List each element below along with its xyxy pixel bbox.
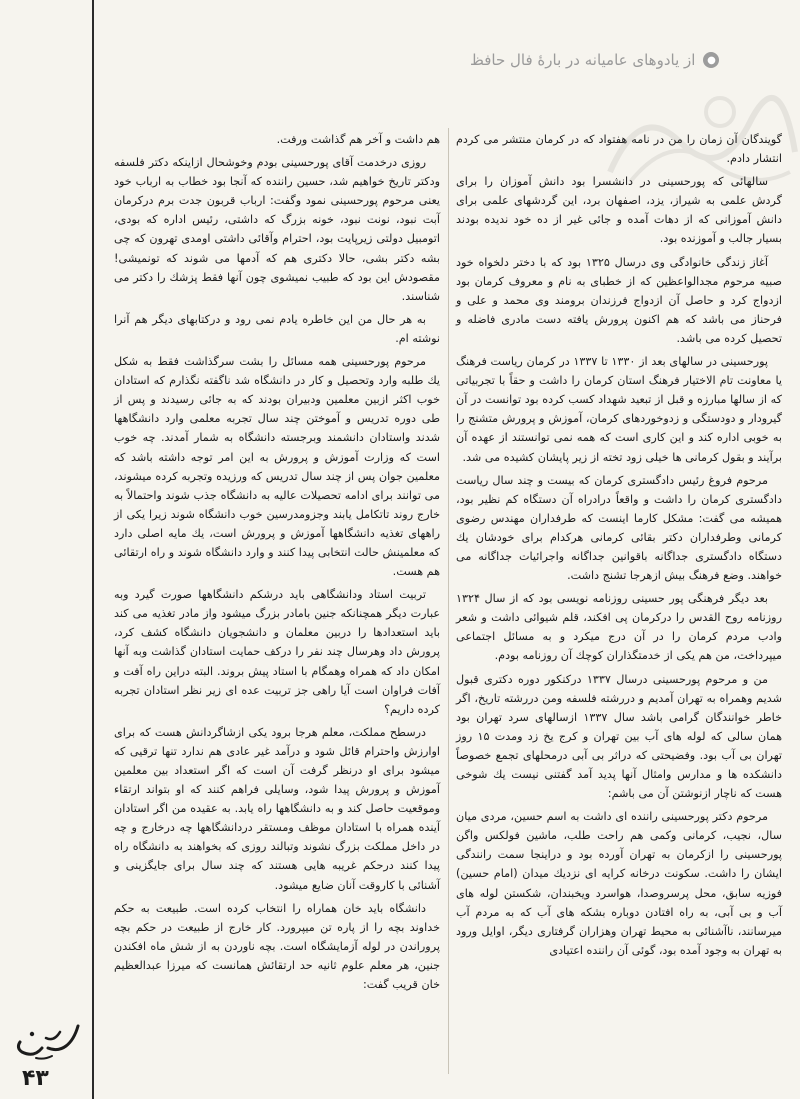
paragraph: پورحسینی در سالهای بعد از ۱۳۳۰ تا ۱۳۳۷ در کرمان ریاست فرهنگ یا معاونت تام الاختیار فرهنگ استان کرمان را داشت و حقاً با تجربیاتی که از سالها مبارزه و قبل از تبعید شهداد کسب کرده بود توانست در آن گیرودار و دودستگی و زدوخوردهای کرمان، آموزش و پرورش متشنج را به خوبی اداره کند و این کاری است که همه نمی توانستند از عهده آن برآیند و بقول کرمانی ها خیلی زود تخته از زیر پایشان کشیده می شد. <box>456 355 782 464</box>
page-number: ۴۳ <box>22 1066 49 1091</box>
paragraph: مرحوم فروغ رئیس دادگستری کرمان که بیست و چند سال ریاست دادگستری کرمان را داشت و واقعاً درادراه آن دستگاه کم نظیر بود، همیشه می گفت: مشکل کارما اینست که طرفداران مهندس رضوی کرمانی وطرفداران دکتر بقائی کرمانی هرکدام برای خودشان یك دستگاه دادگستری جداگانه باقوانین جداگانه واجرائیات جداگانه می خواهند. وضع فرهنگ بیش ازهرجا تشنج داشت. <box>456 473 782 583</box>
paragraph: به هر حال من این خاطره یادم نمی رود و درکتابهای دیگر هم آنرا نوشته ام. <box>114 312 440 345</box>
paragraph: تربیت استاد ودانشگاهی باید درشکم دانشگاهها صورت گیرد وبه عبارت دیگر همچنانکه جنین بامادر بزرگ میشود واز مادر تغذیه می کند باید استعدادها را دربین معلمان و دانشجویان دانشگاه کشف کرد، پرورش داد وهرسال چند نفر را درکف حمایت استادان گذاشت وبه آنها امکان داد که همراه وهمگام با استاد پیش بروند. البته دراین راه آفت و آفات فراوان است آیا راهی جز تربیت عده ای زیر نظر استادان تجربه کرده داریم؟ <box>114 588 440 716</box>
paragraph: بعد دیگر فرهنگی پور حسینی روزنامه نویسی بود که از سال ۱۳۲۴ روزنامه روح القدس را درکرمان پی افکند، قلم شیوائی داشت و شعر وادب مردم کرمان را در آن درج میکرد و به مسائل اجتماعی میپرداخت، من هم یکی از خدمتگذاران کوچك آن روزنامه بودم. <box>456 592 782 663</box>
text-column-right <box>456 130 782 1070</box>
paragraph: آغاز زندگی خانوادگی وی درسال ۱۳۲۵ بود که با دختر دلخواه خود صبیه مرحوم مجدالواعظین که از خطبای به نام و معروف کرمان بود ازدواج کرد و حاصل آن ازدواج فرزندان برومند وی محمد و علی و فرحناز می باشد که هم اکنون پرورش یافته دست مادری فاضله و تحصیل کرده می باشد. <box>456 255 782 345</box>
column-divider <box>448 128 449 1074</box>
paragraph: دانشگاه باید خان هماراه را انتخاب کرده است. طبیعت به حکم خداوند بچه را از پاره تن میپرورد. کار خارج از طبیعت در حکم بچه پروراندن در لوله آزمایشگاه است. بچه ناوردن به از شش ماه افکندن جنین، هر معلم علوم ثانیه حد ارتقائش همانست که میرزا عبدالعظیم خان قریب گفت: <box>114 901 440 992</box>
paragraph: درسطح مملکت، معلم هرجا برود یکی ازشاگردانش هست که برای اوارزش واحترام قائل شود و درآمد غیر عادی هم ندارد تنها ترقیی که میشود برای او درنظر گرفت آن است که اگر استعداد بین معلمین آموزش و پرورش پیدا شود، وسایلی فراهم کنند که او بتواند ارتقاء وموقعیت حاصل کند و به دانشگاهها راه یابد. به عقیده من اگر استادان آینده همراه با استادان موظف ومستقر دردانشگاهها چه درخارج و چه در داخل مملکت بزرگ نشوند وتبالند روزی که بخواهند به دانشگاه راه پیدا کنند درحکم غریبه هایی هستند که چند سال برای جایگزینی و آشنائی با کاروقت آنان ضایع میشود. <box>114 725 440 892</box>
paragraph: هم داشت و آخر هم گذاشت ورفت. <box>276 133 440 146</box>
header-bullet-icon: ● <box>703 52 719 68</box>
paragraph: من و مرحوم پورحسینی درسال ۱۳۳۷ درکنکور دوره دکتری قبول شدیم وهمراه به تهران آمدیم و دررشته فلسفه ومن دررشته تاریخ، اگر خاطر خوانندگان گرامی باشد سال ۱۳۳۷ ازسالهای سرد تهران بود همان سالی که لوله های آب بین تهران و کرج یخ زد ومدت ۱۵ روز تهران بی آب بود. وفضیحتی که دراثر بی آبی درمحلهای تجمع خصوصاً دانشکده ها و مدارس وامثال آنها پدید آمد گفتنی نیست یك شوخی هست که ناچار ازنوشتن آن می باشم: <box>456 672 783 801</box>
paragraph: مرحوم پورحسینی همه مسائل را بشت سرگذاشت فقط به شکل یك طلبه وارد وتحصیل و کار در دانشگاه شد ناگفته نگذارم که استادان خوب اکثر ازبین معلمین ودبیران بودند که به جائی رسیدند و پس از طی دوره تدریس و آموختن چند سال تجربه معلمی وارد دانشگاهها شدند واستادان دانشمند وبرجسته دانشگاه به شمار آمدند. چه خوب است که وزارت آموزش و پرورش به این امر توجه داشته باشد که معلمین جوان پس از چند سال تدریس که ورزیده وتجربه کرده میشوند، می توانند برای ادامه تحصیلات عالیه به دانشگاه جذب شوند واحتمالاً به خارج روند تاتکامل یابند وجزومدرسین خوب دانشگاه شوند زیرا یکی از راههای تغذیه دانشگاهها آموزش و پرورش است، یك مایه اصلی دارد که معلمینش حالت انتخابی پیدا کنند و وارد دانشگاه شوند و راه ارتقائی هم هست. <box>114 355 440 579</box>
paragraph: مرحوم دکتر پورحسینی راننده ای داشت به اسم حسین، مردی میان سال، نجیب، کرمانی وکمی هم راحت طلب، ماشین فولکس واگن پورحسینی را ازکرمان به تهران آورده بود و دراینجا سمت رانندگی ایشان را داشت. سکونت درخانه کرایه ای نزدیك میدان (امام حسین) فوزیه سابق، محل پرسروصدا، هواسرد ویخبندان، شکستن لوله های آب و بی آبی، به راه افتادن دوباره بشکه های آب که به مردم آب میرسانند، ناآشنائی به محیط تهران وهزاران گرفتاری دیگر، اوایل ورود به تهران به وجود آمده بود، گوئی آن راننده اعتیادی <box>456 810 782 957</box>
kerman-logo <box>8 1018 88 1062</box>
paragraph: روزی درخدمت آقای پورحسینی بودم وخوشحال ازاینکه دکتر فلسفه ودکتر تاریخ خواهیم شد، حسین راننده که آنجا بود خطاب به ارباب خود یعنی مرحوم پورحسینی نمود وگفت: ارباب قربون جدت برم درکرمان آبت نبود، نونت نبود، خونه بزرگ که داشتی، رئیس اداره که بودی، اتومبیل دولتی زیرپایت بود، احترام وآقائی داشتی اومدی تهرون که چی بشه دکتر بشی، حالا دکتری هم که آدمها می شوند که تونمیشی! مقصودش این بود که طبیب نمیشوی چون آنها فقط پزشك را دکتر می شناسند. <box>114 156 440 303</box>
section-header <box>470 42 800 78</box>
header-title: از یادوهای عامیانه در بارهٔ فال حافظ <box>470 51 696 69</box>
text-column-left <box>114 130 440 1040</box>
paragraph: گویندگان آن زمان را من در نامه هفتواد که در کرمان منتشر می کردم انتشار دادم. <box>456 133 782 166</box>
paragraph: سالهائی که پورحسینی در دانشسرا بود دانش آموزان را برای گردش علمی به شیراز، یزد، اصفهان برد، این گردشهای علمی برای دانش آموزانی که از دهات آمده و جائی غیر از ده خود ندیده بودند بسیار جالب و آموزنده بود. <box>456 175 782 246</box>
margin-rule <box>92 0 94 1099</box>
